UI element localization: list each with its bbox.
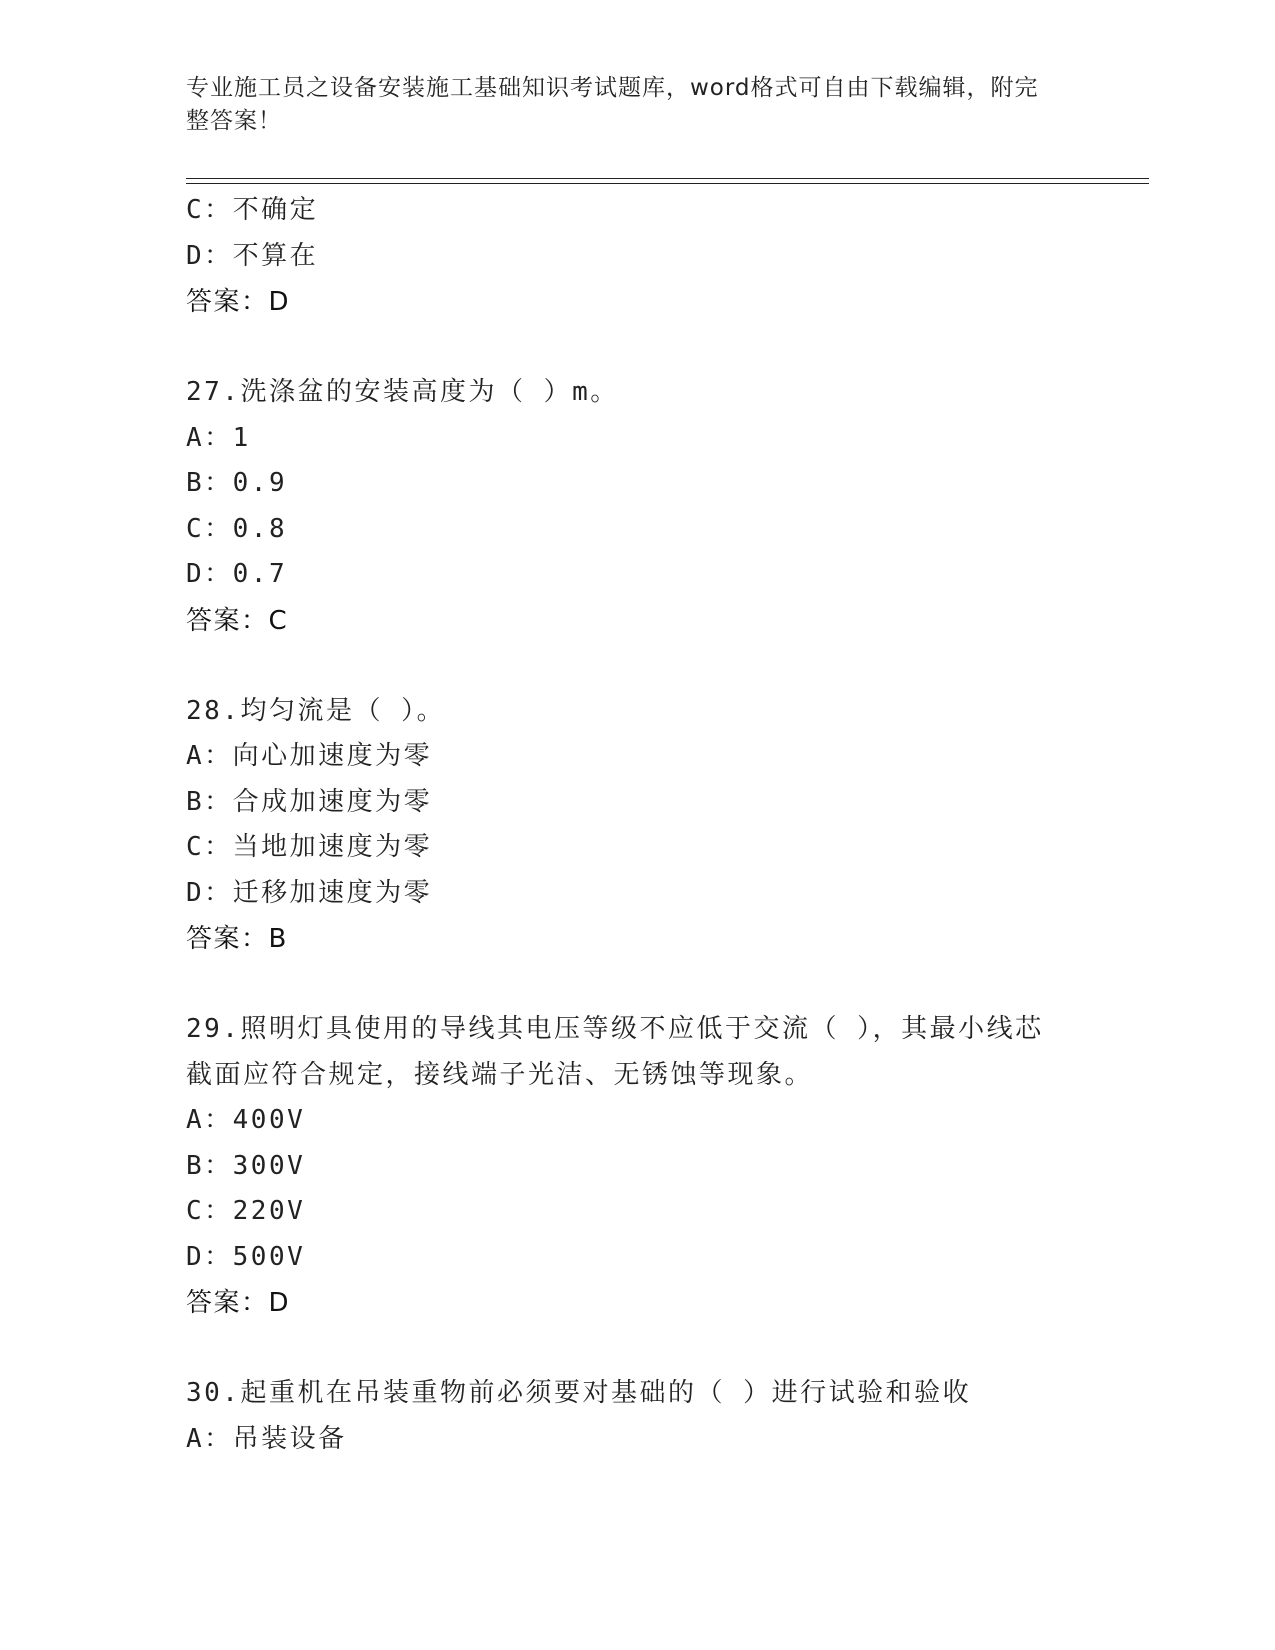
spacer: [186, 962, 1149, 1007]
header-line-1: 专业施工员之设备安装施工基础知识考试题库，word格式可自由下载编辑，附完: [186, 75, 1039, 101]
option-a: A：向心加速度为零: [186, 741, 433, 771]
question-text: 30.起重机在吊装重物前必须要对基础的（ ）进行试验和验收: [186, 1378, 972, 1408]
option-c: C：不确定: [186, 195, 319, 225]
option-a: A：400V: [186, 1105, 306, 1135]
option-c: C：0.8: [186, 513, 288, 544]
spacer: [186, 644, 1149, 689]
question-text: 28.均匀流是（ ）。: [186, 695, 446, 726]
spacer: [186, 325, 1149, 370]
question-27: [186, 370, 1149, 644]
option-a: A：1: [186, 422, 251, 453]
question-30: [186, 1371, 1149, 1462]
answer: 答案：D: [186, 287, 291, 317]
option-c: C：220V: [186, 1196, 306, 1226]
question-text-line-2: 截面应符合规定，接线端子光洁、无锈蚀等现象。: [186, 1059, 814, 1090]
question-26: [186, 188, 1149, 325]
option-a: A：吊装设备: [186, 1423, 347, 1454]
option-b: B：合成加速度为零: [186, 786, 433, 817]
header-rule-bottom: [186, 183, 1149, 184]
spacer: [186, 1326, 1149, 1371]
answer: 答案：B: [186, 924, 288, 954]
header-rule-top: [186, 178, 1149, 179]
question-text: 27.洗涤盆的安装高度为（ ）m。: [186, 377, 619, 407]
answer: 答案：C: [186, 605, 289, 636]
option-d: D：0.7: [186, 559, 288, 589]
option-d: D：迁移加速度为零: [186, 877, 433, 908]
question-28: [186, 689, 1149, 963]
option-d: D：500V: [186, 1241, 306, 1272]
option-c: C：当地加速度为零: [186, 832, 433, 862]
header-line-2: 整答案！: [186, 108, 282, 134]
option-b: B：0.9: [186, 468, 288, 498]
option-b: B：300V: [186, 1150, 306, 1181]
option-d: D：不算在: [186, 240, 319, 271]
question-29: [186, 1007, 1149, 1326]
question-list: [186, 188, 1149, 1462]
answer: 答案：D: [186, 1288, 291, 1318]
document-header: [186, 72, 1066, 138]
question-text-line-1: 29.照明灯具使用的导线其电压等级不应低于交流（ ），其最小线芯: [186, 1014, 1044, 1044]
